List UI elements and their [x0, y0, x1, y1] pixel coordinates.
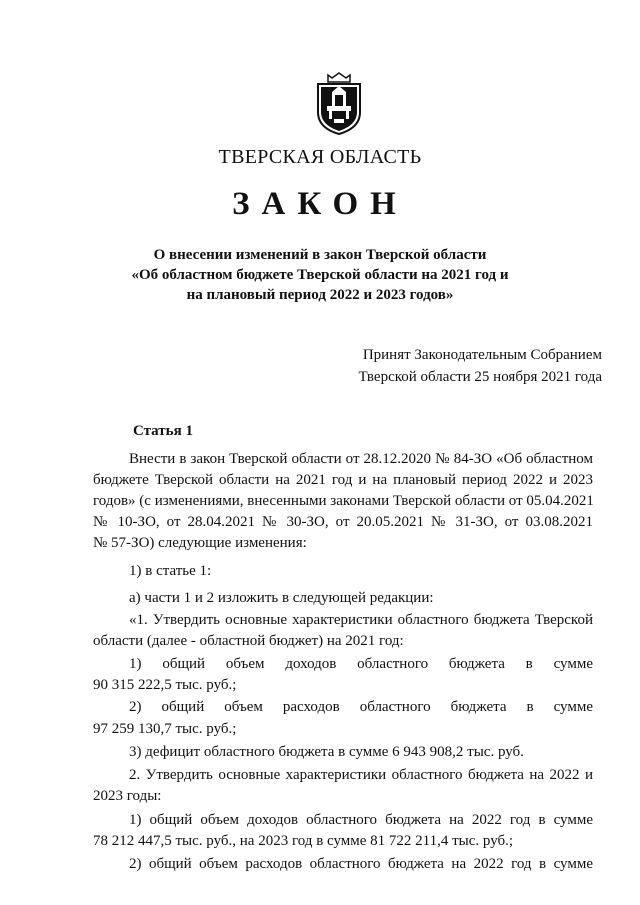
body-line: № 10-ЗО, от 28.04.2021 № 30-ЗО, от 20.05.2021 № 31-ЗО, от 03.08.2021	[93, 514, 593, 530]
body-line: 1) общий объем доходов областного бюджета в сумме	[129, 656, 593, 672]
body-line: 90 315 222,5 тыс. руб.;	[93, 677, 237, 693]
body-line: 1) общий объем доходов областного бюджета на 2022 год в сумме	[129, 812, 593, 828]
region-name: ТВЕРСКАЯ ОБЛАСТЬ	[218, 146, 422, 168]
body-line: 2) общий объем расходов областного бюджета на 2022 год в сумме	[129, 856, 593, 872]
body-line: «1. Утвердить основные характеристики областного бюджета Тверской	[129, 612, 593, 628]
article-heading: Статья 1	[133, 423, 193, 439]
law-title-line: «Об областном бюджете Тверской области на 2021 год и	[131, 267, 509, 283]
law-title	[0, 245, 640, 305]
body-line: 2023 годы:	[93, 788, 162, 804]
body-line: а) части 1 и 2 изложить в следующей редакции:	[129, 590, 434, 606]
body-line: области (далее - областной бюджет) на 2021 год:	[93, 633, 404, 649]
body-line: № 57-ЗО) следующие изменения:	[93, 535, 307, 551]
body-line: 78 212 447,5 тыс. руб., на 2023 год в сумме 81 722 211,4 тыс. руб.;	[93, 833, 514, 849]
adoption-line: Тверской области 25 ноября 2021 года	[358, 369, 602, 385]
body-line: годов» (с изменениями, внесенными законами Тверской области от 05.04.2021	[93, 493, 594, 509]
document-type: ЗАКОН	[232, 186, 408, 222]
body-line: 2) общий объем расходов областного бюджета в сумме	[129, 699, 593, 715]
law-title-line: О внесении изменений в закон Тверской области	[153, 247, 487, 263]
body-line: 97 259 130,7 тыс. руб.;	[93, 721, 237, 737]
body-line: 2. Утвердить основные характеристики областного бюджета на 2022 и	[129, 767, 593, 783]
adoption-note	[359, 344, 602, 388]
adoption-line: Принят Законодательным Собранием	[362, 347, 602, 363]
body-line: Внести в закон Тверской области от 28.12.2020 № 84-ЗО «Об областном	[129, 451, 593, 467]
body-line: бюджете Тверской области на 2021 год и на плановый период 2022 и 2023	[93, 472, 593, 488]
law-title-line: на плановый период 2022 и 2023 годов»	[186, 287, 454, 303]
body-line: 3) дефицит областного бюджета в сумме 6 943 908,2 тыс. руб.	[129, 744, 524, 760]
coat-of-arms-emblem	[314, 72, 364, 136]
body-line: 1) в статье 1:	[129, 563, 212, 579]
